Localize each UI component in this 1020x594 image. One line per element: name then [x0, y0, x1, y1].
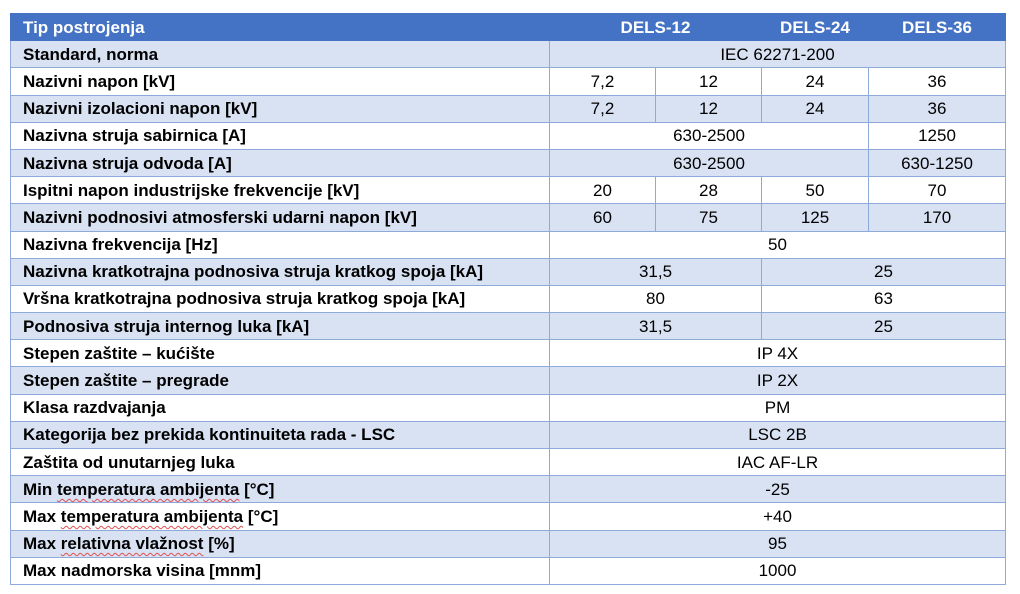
value-cell: 24: [762, 68, 869, 95]
row-label: [11, 503, 550, 530]
table-row: [11, 177, 1006, 204]
value-cell: 70: [869, 177, 1006, 204]
label-prefix: Max: [23, 534, 61, 554]
header-dels-24: DELS-24: [762, 14, 869, 41]
table-row: [11, 41, 1006, 68]
label-spellcheck-text: relativna vlažnost: [60, 534, 204, 554]
value-cell: +40: [550, 503, 1006, 530]
table-row: [11, 449, 1006, 476]
table-row: [11, 95, 1006, 122]
specification-table: [10, 13, 1006, 585]
row-label: Nazivni podnosivi atmosferski udarni napon [kV]: [11, 204, 550, 231]
value-cell: 63: [762, 285, 1006, 312]
value-cell: LSC 2B: [550, 421, 1006, 448]
header-label: Tip postrojenja: [11, 14, 550, 41]
label-unit: [°C]: [239, 479, 275, 499]
table-row: [11, 421, 1006, 448]
table-row: [11, 122, 1006, 149]
value-cell: 50: [762, 177, 869, 204]
value-cell: -25: [550, 476, 1006, 503]
label-prefix: Min: [23, 479, 57, 499]
row-label: Nazivni napon [kV]: [11, 68, 550, 95]
table-row: [11, 503, 1006, 530]
row-label: Vršna kratkotrajna podnosiva struja kratkog spoja [kA]: [11, 285, 550, 312]
table-row: [11, 530, 1006, 557]
value-cell: 24: [762, 95, 869, 122]
table-row: [11, 476, 1006, 503]
row-label: Nazivna frekvencija [Hz]: [11, 231, 550, 258]
value-cell: 20: [550, 177, 656, 204]
row-label: Nazivni izolacioni napon [kV]: [11, 95, 550, 122]
table-row: [11, 313, 1006, 340]
table-row: [11, 204, 1006, 231]
row-label: Nazivna struja odvoda [A]: [11, 149, 550, 176]
value-cell: 28: [656, 177, 762, 204]
value-cell: 50: [550, 231, 1006, 258]
header-dels-36: DELS-36: [869, 14, 1006, 41]
value-cell: 7,2: [550, 68, 656, 95]
value-cell: IP 4X: [550, 340, 1006, 367]
row-label: Max nadmorska visina [mnm]: [11, 557, 550, 584]
row-label: Podnosiva struja internog luka [kA]: [11, 313, 550, 340]
value-cell: 80: [550, 285, 762, 312]
value-cell: IEC 62271-200: [550, 41, 1006, 68]
value-cell: 630-2500: [550, 149, 869, 176]
row-label: Kategorija bez prekida kontinuiteta rada - LSC: [11, 421, 550, 448]
value-cell: 630-1250: [869, 149, 1006, 176]
table-row: [11, 557, 1006, 584]
value-cell: 1000: [550, 557, 1006, 584]
table-row: [11, 68, 1006, 95]
value-cell: 170: [869, 204, 1006, 231]
value-cell: PM: [550, 394, 1006, 421]
value-cell: 95: [550, 530, 1006, 557]
row-label: Zaštita od unutarnjeg luka: [11, 449, 550, 476]
value-cell: 31,5: [550, 313, 762, 340]
row-label: [11, 530, 550, 557]
value-cell: 630-2500: [550, 122, 869, 149]
row-label: Klasa razdvajanja: [11, 394, 550, 421]
table-row: [11, 285, 1006, 312]
value-cell: 60: [550, 204, 656, 231]
table-row: [11, 394, 1006, 421]
table-row: [11, 149, 1006, 176]
row-label: Nazivna kratkotrajna podnosiva struja kratkog spoja [kA]: [11, 258, 550, 285]
label-prefix: Max: [23, 506, 61, 526]
value-cell: 125: [762, 204, 869, 231]
row-label: Ispitni napon industrijske frekvencije [kV]: [11, 177, 550, 204]
row-label: Stepen zaštite – kućište: [11, 340, 550, 367]
value-cell: 1250: [869, 122, 1006, 149]
label-spellcheck-text: temperatura ambijenta: [60, 506, 244, 526]
value-cell: 31,5: [550, 258, 762, 285]
value-cell: 25: [762, 313, 1006, 340]
row-label: Stepen zaštite – pregrade: [11, 367, 550, 394]
value-cell: IP 2X: [550, 367, 1006, 394]
table-row: [11, 340, 1006, 367]
label-unit: [%]: [203, 534, 235, 554]
header-row: [11, 14, 1006, 41]
label-spellcheck-text: temperatura ambijenta: [57, 479, 240, 499]
value-cell: 36: [869, 95, 1006, 122]
table-row: [11, 231, 1006, 258]
value-cell: 36: [869, 68, 1006, 95]
value-cell: 12: [656, 95, 762, 122]
label-unit: [°C]: [243, 506, 279, 526]
value-cell: 75: [656, 204, 762, 231]
value-cell: IAC AF-LR: [550, 449, 1006, 476]
value-cell: 12: [656, 68, 762, 95]
value-cell: 7,2: [550, 95, 656, 122]
row-label: [11, 476, 550, 503]
header-dels-12: DELS-12: [550, 14, 762, 41]
value-cell: 25: [762, 258, 1006, 285]
table-row: [11, 258, 1006, 285]
row-label: Nazivna struja sabirnica [A]: [11, 122, 550, 149]
row-label: Standard, norma: [11, 41, 550, 68]
table-row: [11, 367, 1006, 394]
